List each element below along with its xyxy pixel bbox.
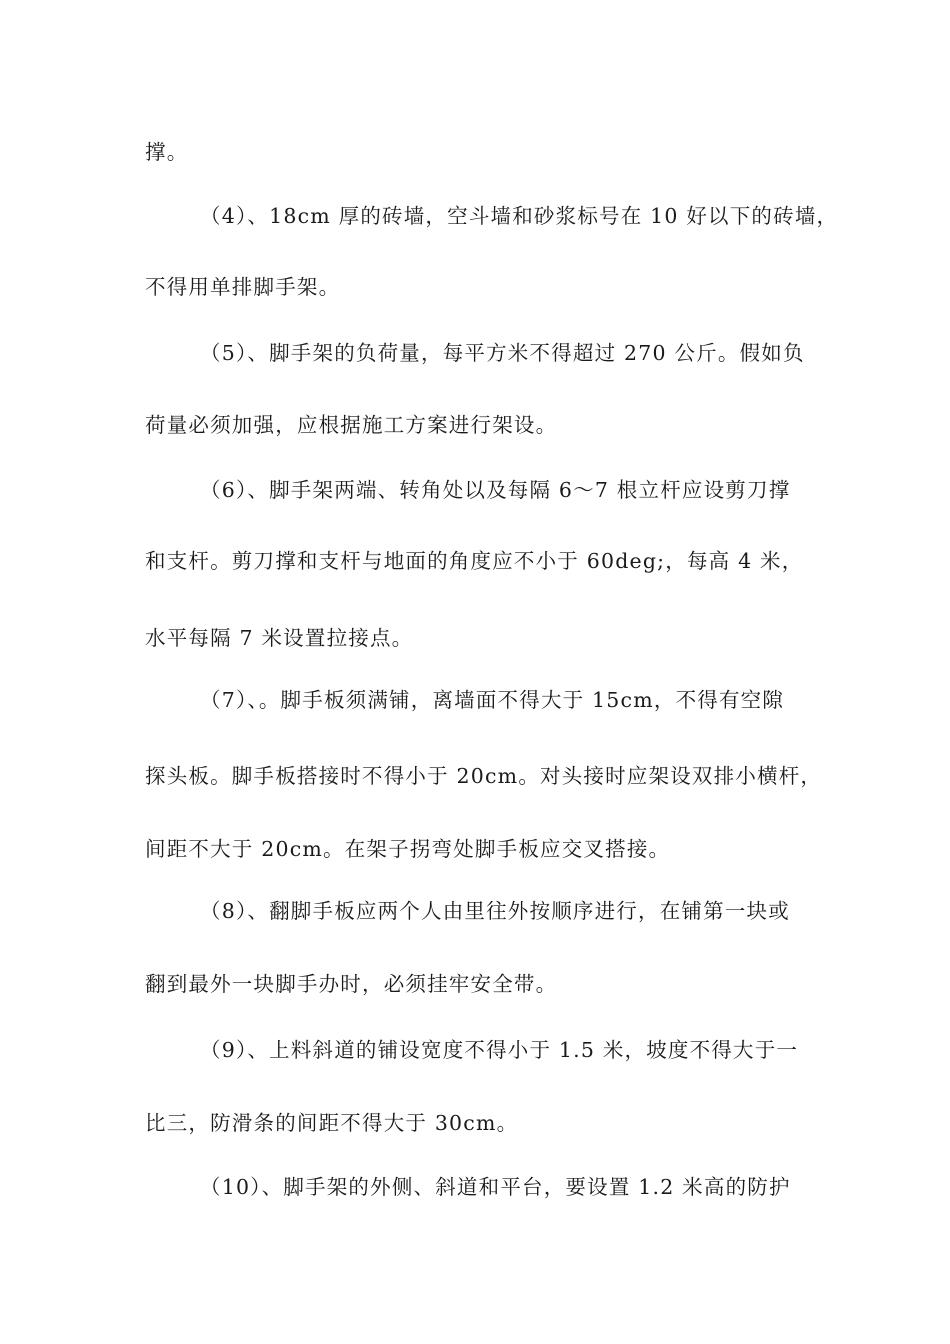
item-7-text: （7）、。脚手板须满铺，离墙面不得大于 15cm，不得有空隙 [200, 688, 785, 712]
item-9-text: （9）、上料斜道的铺设宽度不得小于 1.5 米，坡度不得大于一 [200, 1038, 799, 1062]
item-4-text: （4）、18cm 厚的砖墙，空斗墙和砂浆标号在 10 好以下的砖墙， [200, 204, 839, 228]
text-line: 间距不大于 20cm。在架子拐弯处脚手板应交叉搭接。 [145, 837, 671, 861]
text-line: 不得用单排脚手架。 [145, 275, 341, 299]
item-8-text: （8）、翻脚手板应两个人由里往外按顺序进行，在铺第一块或 [200, 899, 790, 923]
item-6-text: （6）、脚手架两端、转角处以及每隔 6～7 根立杆应设剪刀撑 [200, 478, 791, 502]
text-line: 和支杆。剪刀撑和支杆与地面的角度应不小于 60deg;，每高 4 米， [145, 549, 804, 573]
item-10-text: （10）、脚手架的外侧、斜道和平台，要设置 1.2 米高的防护 [200, 1175, 791, 1199]
text-line: 探头板。脚手板搭接时不得小于 20cm。对头接时应架设双排小横杆， [145, 764, 823, 788]
text-line: 撑。 [145, 140, 189, 164]
text-line: 比三，防滑条的间距不得大于 30cm。 [145, 1111, 519, 1135]
text-line: 荷量必须加强，应根据施工方案进行架设。 [145, 413, 558, 437]
text-line: 水平每隔 7 米设置拉接点。 [145, 626, 414, 650]
item-5-text: （5）、脚手架的负荷量，每平方米不得超过 270 公斤。假如负 [200, 341, 805, 365]
text-line: 翻到最外一块脚手办时，必须挂牢安全带。 [145, 972, 558, 996]
